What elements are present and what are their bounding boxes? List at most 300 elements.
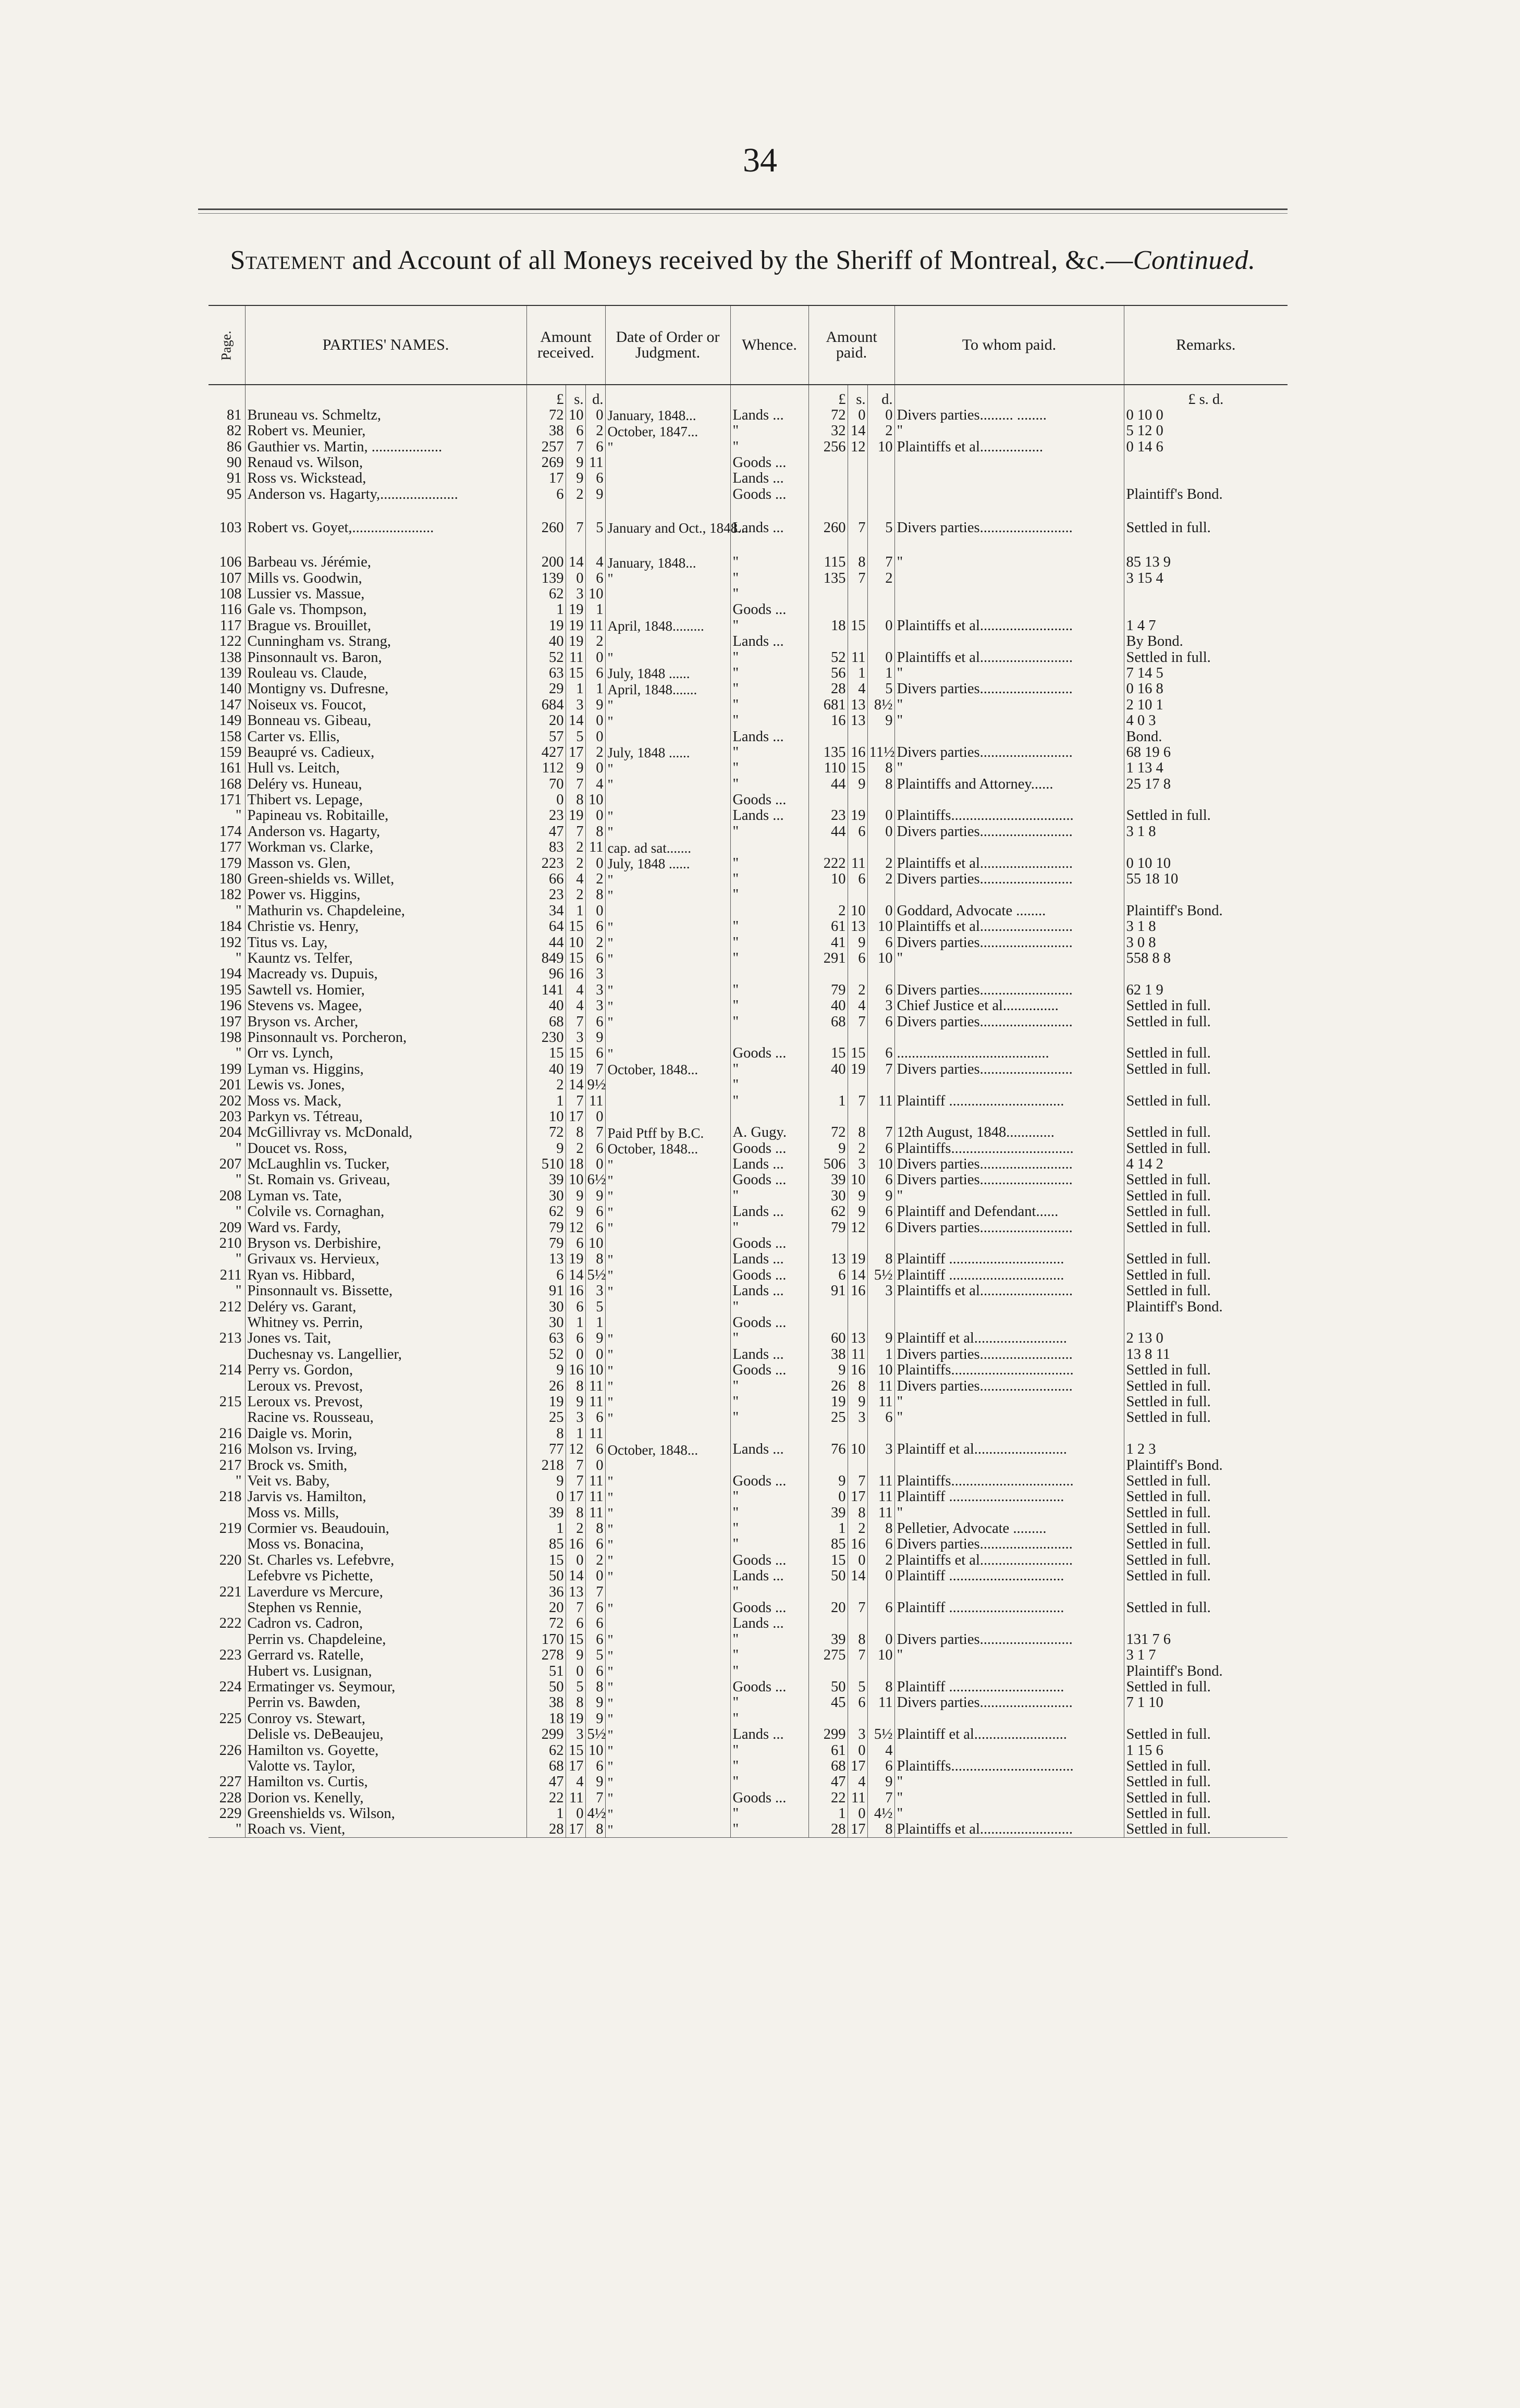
row-parties: Hull vs. Leitch, (245, 760, 526, 776)
row-paid-pence (867, 1299, 894, 1314)
row-paid-pounds: 28 (808, 681, 848, 696)
row-remarks: Settled in full. (1124, 1251, 1288, 1267)
unit-pence: d. (585, 385, 605, 407)
row-paid-pounds (808, 586, 848, 601)
table-row (209, 1647, 1288, 1663)
row-paid-shillings (848, 1235, 867, 1251)
row-date: " (605, 1822, 730, 1838)
row-remarks: Settled in full. (1124, 1758, 1288, 1774)
row-paid-pence: 0 (867, 618, 894, 633)
row-received-pounds: 139 (526, 570, 566, 586)
row-received-shillings: 6 (566, 1616, 585, 1631)
row-parties: Brague vs. Brouillet, (245, 618, 526, 633)
column-header-row (209, 305, 1288, 385)
row-whence: " (730, 1188, 808, 1203)
row-page: 91 (227, 470, 242, 487)
table-row (209, 1441, 1288, 1457)
row-paid-to: Divers parties......... ........ (894, 407, 1124, 423)
row-whence: " (730, 1758, 808, 1774)
row-paid-pence: 7 (867, 1061, 894, 1077)
row-page: " (235, 1203, 242, 1220)
row-parties: Gauthier vs. Martin, ................... (245, 439, 526, 454)
row-remarks: 2 13 0 (1124, 1330, 1288, 1346)
row-received-shillings: 14 (566, 712, 585, 728)
row-paid-pounds: 39 (808, 1172, 848, 1188)
row-parties: St. Romain vs. Griveau, (245, 1172, 526, 1188)
row-page: 174 (219, 823, 242, 840)
row-received-pounds: 66 (526, 871, 566, 887)
row-paid-shillings: 10 (848, 1441, 867, 1457)
row-paid-shillings (848, 1299, 867, 1314)
table-row (209, 1805, 1288, 1821)
row-paid-pence: 7 (867, 1790, 894, 1805)
row-received-shillings: 5 (566, 1679, 585, 1694)
row-parties: Noiseux vs. Foucot, (245, 697, 526, 712)
row-received-pounds: 1 (526, 602, 566, 618)
row-whence: Lands ... (730, 1616, 808, 1631)
row-paid-pounds: 299 (808, 1726, 848, 1742)
row-parties: Robert vs. Meunier, (245, 423, 526, 438)
row-received-shillings: 7 (566, 439, 585, 454)
row-parties: Workman vs. Clarke, (245, 839, 526, 855)
row-parties: Doucet vs. Ross, (245, 1140, 526, 1156)
row-parties: Racine vs. Rousseau, (245, 1409, 526, 1425)
row-date (605, 502, 730, 513)
row-remarks: Settled in full. (1124, 1014, 1288, 1029)
table-row (209, 1330, 1288, 1346)
row-received-pounds: 51 (526, 1663, 566, 1679)
row-received-pounds: 25 (526, 1409, 566, 1425)
row-received-pounds: 62 (526, 586, 566, 601)
header-rule (198, 208, 1288, 214)
row-page: 161 (219, 760, 242, 777)
row-parties: Cunningham vs. Strang, (245, 633, 526, 649)
row-paid-shillings: 7 (848, 1647, 867, 1663)
row-received-pence: 11 (585, 618, 605, 633)
row-paid-pounds: 68 (808, 1758, 848, 1774)
row-date: " (605, 1362, 730, 1378)
row-paid-pence (867, 602, 894, 618)
table-row (209, 808, 1288, 824)
row-date: October, 1848... (605, 1140, 730, 1156)
row-whence: " (730, 665, 808, 681)
row-received-shillings: 7 (566, 824, 585, 839)
table-row (209, 950, 1288, 966)
row-paid-to: Plaintiffs et al......................... (894, 855, 1124, 871)
row-paid-to (894, 471, 1124, 486)
row-page (209, 1600, 245, 1615)
row-paid-to: Divers parties......................... (894, 1014, 1124, 1029)
row-paid-pounds: 1 (808, 1805, 848, 1821)
row-paid-pounds: 79 (808, 982, 848, 998)
row-whence (730, 1457, 808, 1473)
row-whence: " (730, 744, 808, 760)
row-received-pence: 7 (585, 1790, 605, 1805)
row-received-shillings: 7 (566, 1473, 585, 1489)
table-row (209, 1457, 1288, 1473)
row-received-shillings: 2 (566, 1140, 585, 1156)
row-whence: Lands ... (730, 1156, 808, 1172)
row-paid-shillings (848, 602, 867, 618)
table-row (209, 760, 1288, 776)
table-row (209, 665, 1288, 681)
row-page: 202 (219, 1092, 242, 1109)
row-whence: " (730, 1378, 808, 1394)
row-paid-pounds: 45 (808, 1694, 848, 1710)
table-row (209, 454, 1288, 470)
row-paid-pence: 6 (867, 1045, 894, 1061)
row-remarks: Settled in full. (1124, 998, 1288, 1013)
row-paid-pounds: 72 (808, 407, 848, 423)
row-received-shillings: 9 (566, 1188, 585, 1203)
row-paid-pence: 9 (867, 1330, 894, 1346)
row-page: " (235, 1251, 242, 1268)
row-received-shillings: 11 (566, 1790, 585, 1805)
row-received-pounds: 72 (526, 1616, 566, 1631)
row-whence: " (730, 1663, 808, 1679)
row-paid-to: Plaintiffs et al......................... (894, 649, 1124, 665)
table-row (209, 855, 1288, 871)
row-paid-shillings (848, 839, 867, 855)
row-received-pence: 6 (585, 1631, 605, 1647)
row-page: 218 (219, 1489, 242, 1505)
row-whence: " (730, 871, 808, 887)
row-received-pence: 6 (585, 1616, 605, 1631)
row-paid-shillings: 11 (848, 649, 867, 665)
row-paid-pence (867, 633, 894, 649)
row-paid-shillings: 6 (848, 1694, 867, 1710)
row-page: 207 (219, 1156, 242, 1173)
row-paid-pounds: 506 (808, 1156, 848, 1172)
row-received-pounds: 20 (526, 712, 566, 728)
row-parties: Rouleau vs. Claude, (245, 665, 526, 681)
row-received-pounds: 18 (526, 1711, 566, 1726)
row-parties: Thibert vs. Lepage, (245, 792, 526, 807)
row-parties: Titus vs. Lay, (245, 935, 526, 950)
row-remarks: 1 2 3 (1124, 1441, 1288, 1457)
row-page: 90 (227, 454, 242, 471)
col-amount-received: Amount received. (526, 305, 605, 385)
row-date (605, 729, 730, 744)
table-row (209, 1552, 1288, 1568)
row-parties: Masson vs. Glen, (245, 855, 526, 871)
row-date: July, 1848 ...... (605, 855, 730, 871)
row-paid-pounds (808, 1457, 848, 1473)
row-received-pounds: 9 (526, 1362, 566, 1378)
row-date: " (605, 1188, 730, 1203)
row-received-pence: 6 (585, 1140, 605, 1156)
row-paid-pence: 8 (867, 1822, 894, 1838)
row-date (605, 1109, 730, 1124)
row-paid-pence: 3 (867, 1441, 894, 1457)
row-received-shillings: 17 (566, 1822, 585, 1838)
row-paid-to: Plaintiff and Defendant...... (894, 1203, 1124, 1219)
units-row (209, 385, 1288, 407)
row-received-pounds: 849 (526, 950, 566, 966)
row-parties: Ross vs. Wickstead, (245, 471, 526, 486)
row-page: 216 (219, 1425, 242, 1442)
row-received-pence: 3 (585, 1283, 605, 1298)
row-received-pence: 4 (585, 554, 605, 570)
row-parties: Parkyn vs. Tétreau, (245, 1109, 526, 1124)
row-received-pence: 6 (585, 1663, 605, 1679)
row-received-pence: 9 (585, 1029, 605, 1045)
row-paid-pence: 2 (867, 1552, 894, 1568)
row-received-shillings: 3 (566, 586, 585, 601)
row-page: " (235, 950, 242, 966)
row-remarks (1124, 1711, 1288, 1726)
row-date: " (605, 1489, 730, 1504)
row-date: " (605, 1203, 730, 1219)
row-remarks: Settled in full. (1124, 1679, 1288, 1694)
row-paid-pence: 2 (867, 855, 894, 871)
row-whence: " (730, 1220, 808, 1235)
row-paid-to (894, 633, 1124, 649)
row-paid-pence (867, 1663, 894, 1679)
row-paid-to: Plaintiff ............................... (894, 1251, 1124, 1267)
table-row (209, 1489, 1288, 1504)
row-received-shillings: 9 (566, 1394, 585, 1409)
row-date: " (605, 1505, 730, 1520)
row-received-pence: 3 (585, 982, 605, 998)
row-paid-pence: 9 (867, 1774, 894, 1789)
col-parties: PARTIES' NAMES. (245, 305, 526, 385)
row-received-pounds: 68 (526, 1758, 566, 1774)
row-paid-to: Plaintiffs................................. (894, 1473, 1124, 1489)
row-paid-to (894, 602, 1124, 618)
table-row (209, 439, 1288, 454)
row-parties: Cormier vs. Beaudouin, (245, 1520, 526, 1536)
row-remarks: Plaintiff's Bond. (1124, 1663, 1288, 1679)
row-date: " (605, 1805, 730, 1821)
row-whence: " (730, 855, 808, 871)
row-received-pounds: 17 (526, 471, 566, 486)
row-page: 179 (219, 855, 242, 871)
row-remarks: Settled in full. (1124, 1409, 1288, 1425)
row-whence: " (730, 570, 808, 586)
row-received-pence: 9 (585, 1694, 605, 1710)
row-paid-pounds: 61 (808, 918, 848, 934)
row-received-shillings: 16 (566, 966, 585, 982)
row-paid-pounds: 275 (808, 1647, 848, 1663)
row-remarks: Settled in full. (1124, 1124, 1288, 1140)
row-received-shillings: 9 (566, 760, 585, 776)
row-received-pounds: 72 (526, 1124, 566, 1140)
table-row (209, 1346, 1288, 1362)
row-received-shillings: 8 (566, 1694, 585, 1710)
row-paid-pence (867, 586, 894, 601)
row-parties: Papineau vs. Robitaille, (245, 808, 526, 824)
table-row (209, 1473, 1288, 1489)
row-paid-pounds: 2 (808, 903, 848, 918)
row-paid-pence: 0 (867, 903, 894, 918)
row-paid-to: Plaintiffs et al................. (894, 439, 1124, 454)
row-parties: Jarvis vs. Hamilton, (245, 1489, 526, 1504)
row-whence: Lands ... (730, 1346, 808, 1362)
row-whence (730, 1029, 808, 1045)
row-received-pence: 9 (585, 1330, 605, 1346)
row-received-pence: 0 (585, 1156, 605, 1172)
row-page: 81 (227, 407, 242, 423)
row-received-pence: 5½ (585, 1267, 605, 1283)
row-date: " (605, 1711, 730, 1726)
row-remarks (1124, 1235, 1288, 1251)
row-received-shillings: 2 (566, 839, 585, 855)
table-row (209, 570, 1288, 586)
unit-remarks: £ s. d. (1124, 385, 1288, 407)
row-remarks: 3 15 4 (1124, 570, 1288, 586)
row-received-pounds: 13 (526, 1251, 566, 1267)
table-row (209, 471, 1288, 486)
row-received-pounds: 9 (526, 1140, 566, 1156)
row-page: 199 (219, 1061, 242, 1077)
row-paid-pounds: 72 (808, 1124, 848, 1140)
row-parties: Valotte vs. Taylor, (245, 1758, 526, 1774)
row-date: " (605, 982, 730, 998)
table-row (209, 776, 1288, 792)
table-row (209, 407, 1288, 423)
row-paid-pence: 6 (867, 1537, 894, 1552)
row-page: 203 (219, 1108, 242, 1125)
row-whence (730, 1426, 808, 1441)
row-paid-to: Divers parties......................... (894, 513, 1124, 543)
row-paid-pounds: 40 (808, 1061, 848, 1077)
row-paid-shillings: 3 (848, 1156, 867, 1172)
row-received-pence: 9 (585, 697, 605, 712)
page-heading (198, 245, 1288, 276)
row-received-pounds: 8 (526, 1426, 566, 1441)
row-paid-to: Divers parties......................... (894, 824, 1124, 839)
row-received-pounds: 1 (526, 1093, 566, 1109)
row-received-pounds: 200 (526, 554, 566, 570)
row-date: " (605, 1330, 730, 1346)
row-paid-to: Plaintiff ............................... (894, 1489, 1124, 1504)
row-remarks: Settled in full. (1124, 513, 1288, 543)
row-whence: A. Gugy. (730, 1124, 808, 1140)
row-page: 117 (219, 617, 242, 634)
row-whence: " (730, 1647, 808, 1663)
row-paid-pence: 5 (867, 513, 894, 543)
row-paid-pence: 11 (867, 1505, 894, 1520)
row-date: " (605, 1552, 730, 1568)
row-received-pounds: 30 (526, 1188, 566, 1203)
row-remarks: Plaintiff's Bond. (1124, 1299, 1288, 1314)
row-received-shillings: 17 (566, 1109, 585, 1124)
row-paid-pence (867, 966, 894, 982)
row-received-pounds: 40 (526, 998, 566, 1013)
ledger-table (209, 305, 1288, 1838)
row-paid-to: Divers parties......................... (894, 1061, 1124, 1077)
row-page (209, 1314, 245, 1330)
table-row (209, 602, 1288, 618)
row-received-pence: 9 (585, 486, 605, 502)
row-received-pounds: 79 (526, 1235, 566, 1251)
row-paid-shillings (848, 729, 867, 744)
row-paid-shillings: 9 (848, 1188, 867, 1203)
row-whence: Goods ... (730, 1235, 808, 1251)
row-paid-shillings (848, 1314, 867, 1330)
row-received-shillings: 0 (566, 1805, 585, 1821)
row-received-pence: 6 (585, 1409, 605, 1425)
row-whence (730, 502, 808, 513)
row-received-pence: 2 (585, 633, 605, 649)
row-parties: Roach vs. Vient, (245, 1822, 526, 1838)
row-parties (245, 543, 526, 554)
row-paid-pence: 10 (867, 950, 894, 966)
row-received-shillings: 2 (566, 1520, 585, 1536)
row-paid-shillings: 7 (848, 1600, 867, 1615)
row-whence: Lands ... (730, 808, 808, 824)
row-paid-pounds (808, 471, 848, 486)
row-paid-pence (867, 486, 894, 502)
row-whence: " (730, 1394, 808, 1409)
table-row (209, 1093, 1288, 1109)
table-row (209, 1409, 1288, 1425)
row-parties: Colvile vs. Cornaghan, (245, 1203, 526, 1219)
row-paid-to: Plaintiff ............................... (894, 1267, 1124, 1283)
row-received-shillings: 3 (566, 1029, 585, 1045)
row-paid-to: Chief Justice et al............... (894, 998, 1124, 1013)
row-paid-shillings: 7 (848, 1014, 867, 1029)
row-paid-pounds: 39 (808, 1631, 848, 1647)
row-received-shillings: 3 (566, 1409, 585, 1425)
row-whence: Lands ... (730, 729, 808, 744)
row-paid-to: Divers parties......................... (894, 1537, 1124, 1552)
row-paid-pence: 8 (867, 1251, 894, 1267)
col-page: Page. (209, 305, 245, 385)
row-whence: " (730, 760, 808, 776)
row-paid-to: Divers parties......................... (894, 935, 1124, 950)
row-paid-pounds: 62 (808, 1203, 848, 1219)
row-paid-pounds: 15 (808, 1552, 848, 1568)
row-paid-to: Plaintiff et al......................... (894, 1726, 1124, 1742)
row-received-pence: 6 (585, 950, 605, 966)
col-paid-to: To whom paid. (894, 305, 1124, 385)
row-paid-pounds: 23 (808, 808, 848, 824)
row-date: " (605, 1220, 730, 1235)
row-paid-to: Goddard, Advocate ........ (894, 903, 1124, 918)
table-row (209, 1188, 1288, 1203)
row-paid-shillings: 17 (848, 1489, 867, 1504)
row-received-pence: 0 (585, 407, 605, 423)
row-received-pounds: 141 (526, 982, 566, 998)
row-page: 168 (219, 776, 242, 792)
row-whence: " (730, 554, 808, 570)
row-paid-shillings (848, 486, 867, 502)
row-remarks: Settled in full. (1124, 1537, 1288, 1552)
row-received-shillings: 1 (566, 1426, 585, 1441)
row-parties: Mills vs. Goodwin, (245, 570, 526, 586)
row-received-pence: 4 (585, 776, 605, 792)
row-page: 214 (219, 1362, 242, 1379)
row-paid-pence (867, 454, 894, 470)
row-page: 122 (219, 633, 242, 650)
table-row (209, 1014, 1288, 1029)
row-whence: Lands ... (730, 1568, 808, 1583)
row-received-shillings: 14 (566, 1077, 585, 1092)
row-received-pounds: 20 (526, 1600, 566, 1615)
row-paid-shillings: 9 (848, 1203, 867, 1219)
row-paid-shillings (848, 471, 867, 486)
row-received-pounds: 170 (526, 1631, 566, 1647)
row-paid-pence (867, 1109, 894, 1124)
row-paid-to: Plaintiff et al......................... (894, 1441, 1124, 1457)
row-received-pence: 2 (585, 423, 605, 438)
row-whence: " (730, 1711, 808, 1726)
row-paid-to: Divers parties......................... (894, 1220, 1124, 1235)
row-paid-shillings: 10 (848, 1172, 867, 1188)
table-row (209, 1726, 1288, 1742)
